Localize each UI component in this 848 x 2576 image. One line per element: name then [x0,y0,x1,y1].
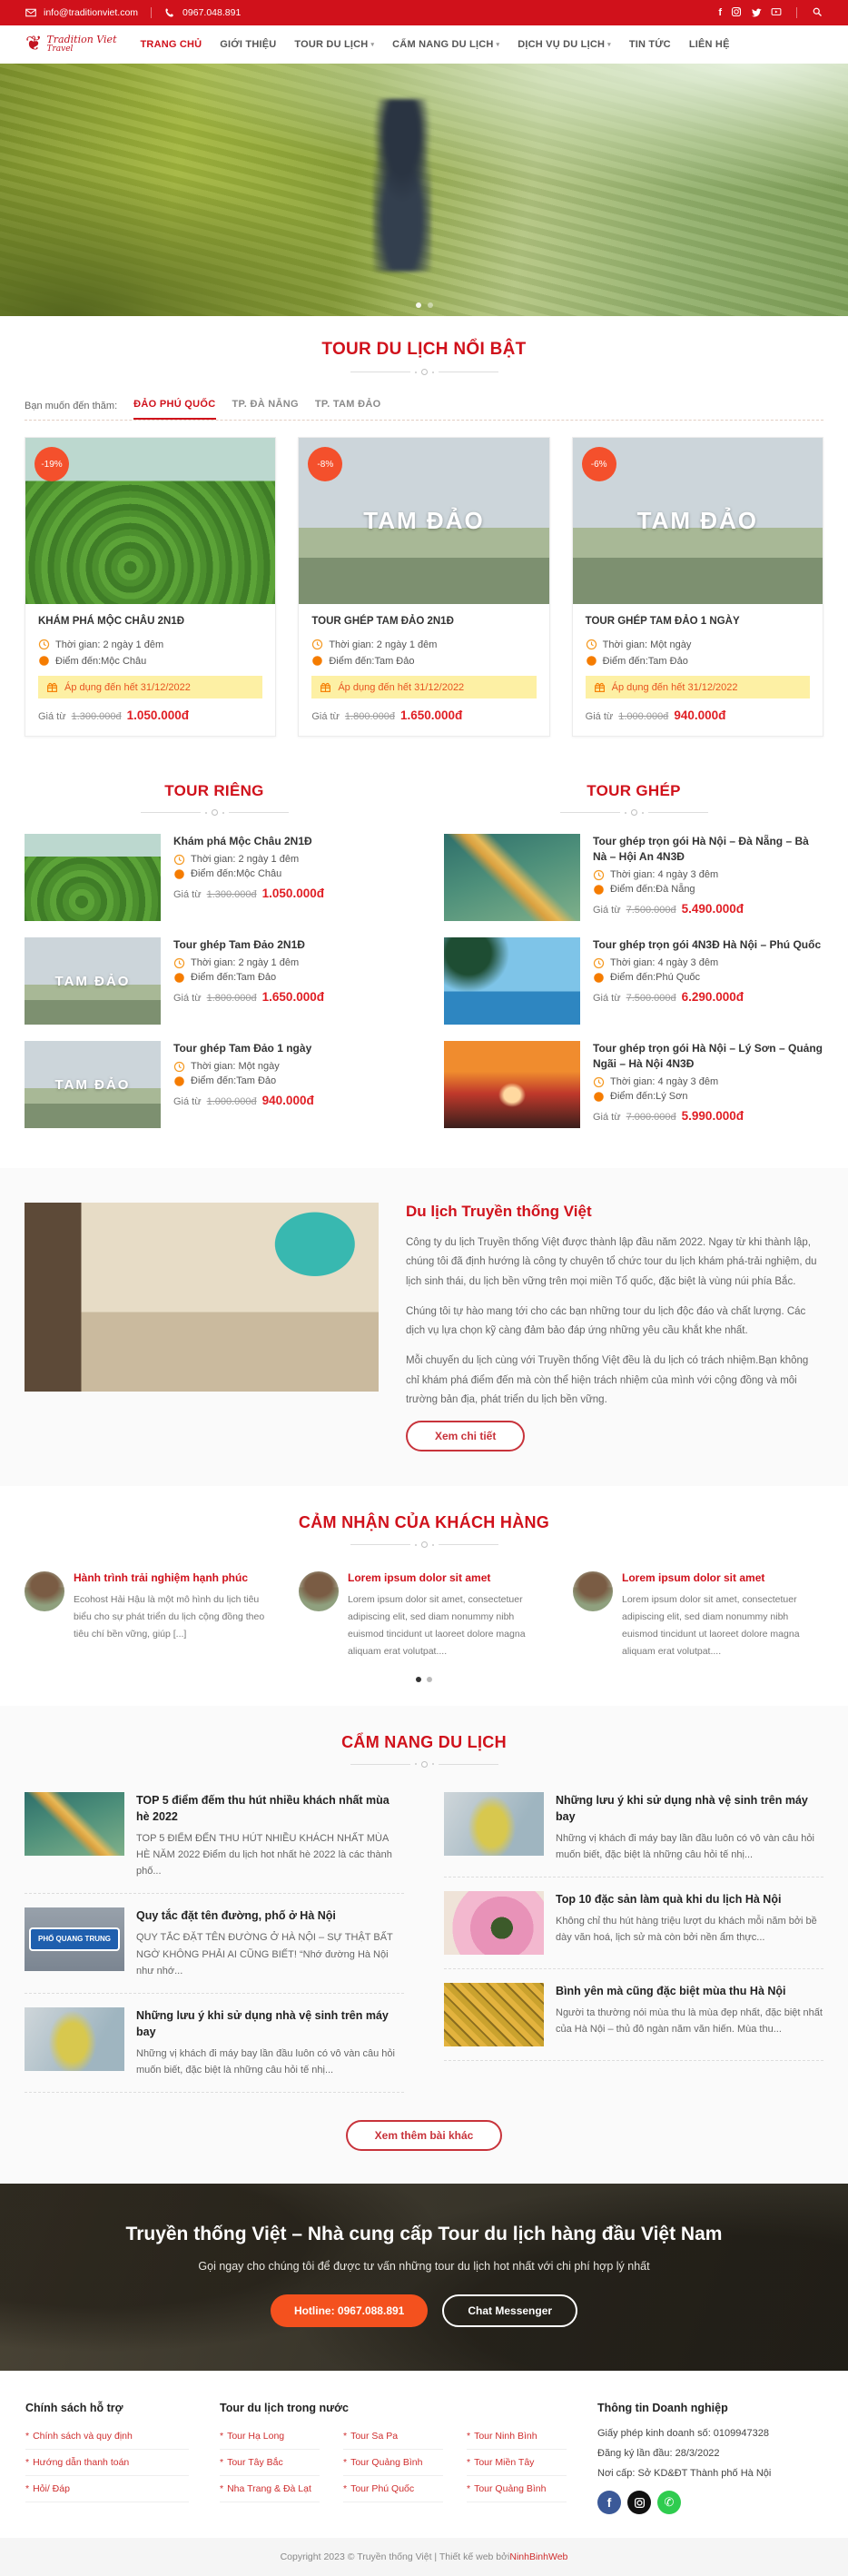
envelope-icon [25,7,36,18]
logo-subtitle: Travel [46,45,74,54]
divider-ornament [444,809,823,816]
tour-title[interactable]: Tour ghép Tam Đảo 2N1Đ [173,938,305,951]
gift-icon [594,681,606,693]
footer-link[interactable]: * Tour Quảng Bình [467,2483,547,2495]
blog-thumbnail[interactable] [25,1792,124,1856]
blog-post[interactable] [444,1969,823,2061]
gift-icon [320,681,331,693]
location-icon [593,972,605,984]
more-posts-button[interactable]: Xem thêm bài khác [346,2120,503,2151]
main-menu [141,39,730,50]
clock-icon [173,854,185,866]
tour-thumbnail[interactable] [25,834,161,921]
chevron-down-icon: ▾ [607,42,611,48]
blog-title[interactable]: Quy tắc đặt tên đường, phố ở Hà Nội [136,1909,336,1923]
blog-excerpt: Những vị khách đi máy bay lần đầu luôn có vô vàn câu hỏi muốn biết, đặc biệt là những câu hỏi tế nhị... [136,2048,395,2076]
footer-heading: Chính sách hỗ trợ [25,2402,123,2415]
discount-badge: -6% [582,447,616,481]
blog-excerpt: Người ta thường nói mùa thu là mùa đẹp nhất, đặc biệt nhất của Hà Nội – thủ đô ngàn năm văn hiến. Mùa thu... [556,2007,823,2036]
blog-excerpt: Những vị khách đi máy bay lần đầu luôn có vô vàn câu hỏi muốn biết, đặc biệt là những câu hỏi tế nhị... [556,1832,814,1861]
section-title: TOUR GHÉP [587,782,681,799]
blog-post[interactable] [25,1778,404,1895]
tour-title[interactable]: Tour ghép Tam Đảo 1 ngày [173,1042,312,1055]
tour-list-item[interactable]: TAM ĐẢO Tour ghép Tam Đảo 2N1Đ Thời gian: 2 ngày 1 đêm Điểm đến:Tam Đảo Giá từ 1.800.000đ 1.650.000đ [25,937,404,1025]
discount-badge: -8% [308,447,342,481]
phone-icon [164,7,175,18]
nav-tin-tuc[interactable]: TIN TỨC [628,39,671,50]
blog-title[interactable]: Những lưu ý khi sử dụng nhà vệ sinh trên máy bay [556,1793,808,1823]
clock-icon [593,957,605,969]
location-icon [586,655,597,667]
copyright-bar [0,2538,848,2576]
new-price: 1.650.000đ [399,708,463,722]
chevron-down-icon: ▾ [496,42,500,48]
old-price: 1.800.000đ [344,711,395,722]
image-caption: TAM ĐẢO [363,507,485,534]
clock-icon [173,1061,185,1073]
blog-excerpt: TOP 5 ĐIỂM ĐẾN THU HÚT NHIỀU KHÁCH NHẤT MÙA HÈ NĂM 2022 Điểm du lịch hot nhất hè 2022 là các thành phố... [136,1832,392,1878]
tour-list-item[interactable]: TAM ĐẢO Tour ghép Tam Đảo 1 ngày Thời gian: Một ngày Điểm đến:Tam Đảo Giá từ 1.000.000đ 940.000đ [25,1041,404,1128]
tour-thumbnail[interactable] [444,1041,580,1128]
location-icon [593,1091,605,1103]
price-label: Giá từ [38,711,66,722]
street-sign: PHỐ QUANG TRUNG [29,1927,120,1951]
promo-banner: Áp dụng đến hết 31/12/2022 [38,676,262,698]
logo-figure-icon: ❦ [25,33,43,55]
blog-column-left [25,1778,404,2094]
hero-dot-2[interactable] [428,302,433,308]
tour-duration: Thời gian: 2 ngày 1 đêm [329,639,438,650]
tab-da-nang[interactable]: TP. ĐÀ NẴNG [232,399,299,410]
footer-link[interactable]: * Tour Phú Quốc [343,2483,415,2495]
business-issuer: Nơi cấp: Sở KD&ĐT Thành phố Hà Nội [597,2468,772,2480]
blog-title[interactable]: Top 10 đặc sản làm quà khi du lịch Hà Nội [556,1893,782,1907]
testimonial-title[interactable]: Lorem ipsum dolor sit amet [348,1571,491,1585]
tour-thumbnail[interactable] [444,834,580,921]
footer-link[interactable]: * Tour Sa Pa [343,2431,399,2442]
blog-excerpt: QUY TẮC ĐẶT TÊN ĐƯỜNG Ở HÀ NỘI – SỰ THẬT BẤT NGỜ KHÔNG PHẢI AI CŨNG BIẾT! “Nhớ đường Hà Nội như nhớ... [136,1932,393,1977]
section-title: CẢM NHẬN CỦA KHÁCH HÀNG [298,1513,550,1532]
footer-social [597,2491,823,2514]
blog-thumbnail[interactable] [25,1907,124,1971]
tour-title[interactable]: TOUR GHÉP TAM ĐẢO 1 NGÀY [585,616,740,627]
blog-thumbnail[interactable] [25,2007,124,2071]
footer-link[interactable]: * Hướng dẫn thanh toán [25,2457,130,2469]
blog-title[interactable]: TOP 5 điểm đếm thu hút nhiều khách nhất mùa hè 2022 [136,1793,389,1823]
blog-post[interactable] [25,1994,404,2094]
cta-subtitle: Gọi ngay cho chúng tôi để được tư vấn những tour du lịch hot nhất với chi phí hợp lý nhất [198,2260,650,2274]
gift-icon [46,681,58,693]
clock-icon [311,639,323,650]
tour-thumbnail[interactable] [25,937,161,1025]
location-icon [173,972,185,984]
carousel-dot-2[interactable] [427,1677,432,1682]
email-icon[interactable] [771,6,782,20]
image-caption: TAM ĐẢO [636,507,759,534]
promo-banner: Áp dụng đến hết 31/12/2022 [311,676,536,698]
price-label: Giá từ [311,711,340,722]
blog-post[interactable] [444,1878,823,1969]
destination-tabs [25,399,823,421]
blog-column-right [444,1778,823,2094]
tour-title[interactable]: Tour ghép trọn gói 4N3Đ Hà Nội – Phú Quốc [593,938,822,951]
footer-link[interactable]: * Tour Tây Bắc [220,2457,283,2469]
testimonial-title[interactable]: Lorem ipsum dolor sit amet [622,1571,765,1585]
tour-rieng-column [25,782,404,1144]
tour-list-item[interactable]: Tour ghép trọn gói 4N3Đ Hà Nội – Phú Quốc Thời gian: 4 ngày 3 đêm Điểm đến:Phú Quốc Giá từ 7.500.000đ 6.290.000đ [444,937,823,1025]
location-icon [311,655,323,667]
hero-dot-1[interactable] [416,302,421,308]
footer-heading: Thông tin Doanh nghiệp [597,2402,728,2415]
about-section [0,1168,848,1486]
avatar [299,1571,339,1611]
footer-link[interactable]: * Chính sách và quy định [25,2431,133,2442]
about-detail-button[interactable]: Xem chi tiết [406,1421,525,1451]
footer-link[interactable]: * Tour Miền Tây [467,2457,535,2469]
testimonial-text: Ecohost Hải Hậu là một mô hình du lịch tiêu biểu cho sự phát triển du lịch cộng đồng theo tiêu chí bền vững, giúp [...] [74,1594,265,1640]
location-icon [38,655,50,667]
blog-thumbnail[interactable] [444,1983,544,2046]
webdesign-brand[interactable]: NinhBinhWeb [509,2551,568,2563]
featured-tours-section [25,316,823,768]
footer-link[interactable]: * Tour Hạ Long [220,2431,285,2442]
tab-phu-quoc[interactable]: ĐẢO PHÚ QUỐC [133,399,215,420]
hero-pagination [0,302,848,308]
search-icon[interactable] [812,6,823,20]
clock-icon [38,639,50,650]
nav-dich-vu[interactable]: DỊCH VỤ DU LỊCH ▾ [518,39,611,50]
footer-link[interactable]: * Tour Quảng Bình [343,2457,423,2469]
hotline-button[interactable]: Hotline: 0967.088.891 [271,2294,428,2327]
tour-thumbnail[interactable] [444,937,580,1025]
blog-post[interactable] [25,1894,404,1994]
testimonial-item [299,1571,549,1660]
tour-list-item[interactable]: Tour ghép trọn gói Hà Nội – Đà Nẵng – Bà Nà – Hội An 4N3Đ Thời gian: 4 ngày 3 đêm Điểm đến:Đà Nẵng Giá từ 7.500.000đ 5.490.000đ [444,834,823,921]
tour-card[interactable] [298,437,549,737]
new-price: 940.000đ [674,708,726,722]
blog-section [0,1706,848,2185]
tour-destination: Điểm đến:Mộc Châu [55,655,147,667]
blog-thumbnail[interactable] [444,1792,544,1856]
footer-link[interactable]: * Tour Ninh Bình [467,2431,537,2442]
logo[interactable] [25,35,117,54]
tour-title[interactable]: TOUR GHÉP TAM ĐẢO 2N1Đ [311,616,454,627]
promo-banner: Áp dụng đến hết 31/12/2022 [586,676,810,698]
facebook-icon[interactable]: f [597,2491,621,2514]
location-icon [173,868,185,880]
tour-list-item[interactable]: Tour ghép trọn gói Hà Nội – Lý Sơn – Quảng Ngãi – Hà Nội 4N3Đ Thời gian: 4 ngày 3 đêm Điểm đến:Lý Sơn Giá từ 7.000.000đ 5.990.000đ [444,1041,823,1128]
footer-business-column [597,2402,823,2514]
logo-title: Tradition Viet [46,34,117,45]
main-nav [0,25,848,64]
tour-title[interactable]: Khám phá Mộc Châu 2N1Đ [173,835,312,847]
topbar-phone[interactable]: 0967.048.891 [164,7,241,18]
image-caption: TAM ĐẢO [54,973,131,989]
footer [0,2371,848,2538]
tour-card-image[interactable] [573,438,823,604]
blog-title[interactable]: Những lưu ý khi sử dụng nhà vệ sinh trên máy bay [136,2008,389,2039]
tour-card[interactable] [25,437,276,737]
section-title: TOUR DU LỊCH NỔI BẬT [321,340,527,359]
image-caption: TAM ĐẢO [54,1076,131,1093]
old-price: 1.000.000đ [618,711,669,722]
tour-destination: Điểm đến:Tam Đảo [329,655,415,667]
tab-tam-dao[interactable]: TP. TAM ĐẢO [314,399,381,410]
divider-ornament [25,809,404,816]
footer-heading: Tour du lịch trong nước [220,2402,349,2415]
business-register-date: Đăng ký lần đầu: 28/3/2022 [597,2448,720,2460]
chat-messenger-button[interactable]: Chat Messenger [442,2294,577,2327]
blog-thumbnail[interactable] [444,1891,544,1955]
nav-trang-chu[interactable]: TRANG CHỦ [140,39,202,50]
footer-link[interactable]: * Hỏi/ Đáp [25,2483,70,2495]
testimonial-pagination [25,1677,823,1682]
price-label: Giá từ [585,711,614,722]
testimonial-text: Lorem ipsum dolor sit amet, consectetuer adipiscing elit, sed diam nonummy nibh euismod tincidunt ut laoreet dolore magna aliquam erat volutpat.... [622,1594,800,1657]
business-license: Giấy phép kinh doanh số: 0109947328 [597,2428,769,2440]
tour-destination: Điểm đến:Tam Đảo [602,655,688,667]
about-paragraph: Chúng tôi tự hào mang tới cho các bạn những tour du lịch độc đáo và chất lượng. Các dịch vụ lựa chọn kỹ càng đảm bảo đáp ứng những yêu cầu khắt khe nhất. [406,1305,806,1337]
chevron-down-icon: ▾ [370,42,375,48]
tabs-label: Bạn muốn đến thăm: [25,401,118,411]
carousel-dot-1[interactable] [416,1677,421,1682]
tour-title[interactable]: Tour ghép trọn gói Hà Nội – Lý Sơn – Quảng Ngãi – Hà Nội 4N3Đ [593,1042,823,1070]
nav-cam-nang[interactable]: CẨM NANG DU LỊCH ▾ [392,39,500,50]
tour-card-image[interactable] [299,438,548,604]
instagram-icon[interactable] [731,6,742,20]
topbar-email[interactable]: info@traditionviet.com [25,7,138,18]
topbar [0,0,848,25]
testimonials-section [25,1486,823,1706]
tour-card-image[interactable] [25,438,275,604]
about-paragraph: Mỗi chuyến du lịch cùng với Truyền thống Việt đều là du lịch có trách nhiệm.Bạn không chỉ khám phá điểm đến mà còn thể hiện trách nhiệm của mình với cộng đồng và môi trường bản địa, phát triển du lịch bền vững. [406,1355,809,1405]
clock-icon [173,957,185,969]
tour-duration: Thời gian: 2 ngày 1 đêm [55,639,164,650]
blog-excerpt: Không chỉ thu hút hàng triệu lượt du khách mỗi năm bởi bề dày văn hoá, lịch sử mà còn bởi nền ẩm thực... [556,1916,817,1944]
about-team-photo [25,1203,379,1392]
section-title: TOUR RIÊNG [164,782,264,799]
clock-icon [586,639,597,650]
divider-ornament [25,1541,823,1548]
hero-slider [0,64,848,316]
facebook-icon[interactable]: f [718,7,722,18]
testimonial-item [573,1571,823,1660]
divider-ornament [25,369,823,375]
location-icon [593,884,605,896]
tour-list-item[interactable]: Khám phá Mộc Châu 2N1Đ Thời gian: 2 ngày 1 đêm Điểm đến:Mộc Châu Giá từ 1.300.000đ 1.050.000đ [25,834,404,921]
twitter-icon[interactable] [751,6,762,20]
tour-thumbnail[interactable] [25,1041,161,1128]
discount-badge: -19% [35,447,69,481]
tour-card[interactable] [572,437,823,737]
avatar [25,1571,64,1611]
about-title: Du lịch Truyền thống Việt [406,1203,592,1220]
tour-title[interactable]: Tour ghép trọn gói Hà Nội – Đà Nẵng – Bà Nà – Hội An 4N3Đ [593,835,809,863]
testimonial-title[interactable]: Hành trình trải nghiệm hạnh phúc [74,1571,248,1585]
testimonial-text: Lorem ipsum dolor sit amet, consectetuer adipiscing elit, sed diam nonummy nibh euismod tincidunt ut laoreet dolore magna aliquam erat volutpat.... [348,1594,526,1657]
blog-post[interactable] [444,1778,823,1878]
location-icon [173,1075,185,1087]
clock-icon [593,869,605,881]
tour-duration: Thời gian: Một ngày [602,639,692,650]
nav-gioi-thieu[interactable]: GIỚI THIỆU [220,39,277,50]
instagram-icon[interactable] [627,2491,651,2514]
testimonial-item [25,1571,275,1660]
old-price: 1.300.000đ [71,711,122,722]
hero-people-silhouette [373,99,431,272]
new-price: 1.050.000đ [126,708,189,722]
nav-lien-he[interactable]: LIÊN HỆ [688,39,730,50]
phone-icon[interactable]: ✆ [657,2491,681,2514]
footer-policy-column [25,2402,189,2514]
footer-link[interactable]: * Nha Trang & Đà Lạt [220,2483,311,2495]
avatar [573,1571,613,1611]
tour-ghep-column [444,782,823,1144]
tour-lists-section [25,768,823,1168]
tour-title[interactable]: KHÁM PHÁ MỘC CHÂU 2N1Đ [38,616,185,627]
footer-tours-column [220,2402,567,2514]
copyright-text: Copyright 2023 © Truyền thống Việt | Thiết kế web bởi [280,2551,510,2563]
about-paragraph: Công ty du lịch Truyền thống Việt được thành lập đầu năm 2022. Ngay từ khi thành lập, chúng tôi đã định hướng là công ty chuyên tổ chức tour du lịch khám phá-trải nghiệm, du lịch sinh thái, du lịch bền vững trên mọi miền Tổ quốc, đặc biệt là vùng núi phía Bắc. [406,1237,817,1287]
section-title: CẨM NANG DU LỊCH [341,1732,507,1751]
nav-tour-du-lich[interactable]: TOUR DU LỊCH ▾ [294,39,375,50]
blog-title[interactable]: Bình yên mà cũng đặc biệt mùa thu Hà Nội [556,1985,786,1998]
clock-icon [593,1076,605,1088]
cta-banner [0,2184,848,2371]
cta-title: Truyền thống Việt – Nhà cung cấp Tour du lịch hàng đầu Việt Nam [125,2224,723,2245]
divider-ornament [25,1761,823,1768]
